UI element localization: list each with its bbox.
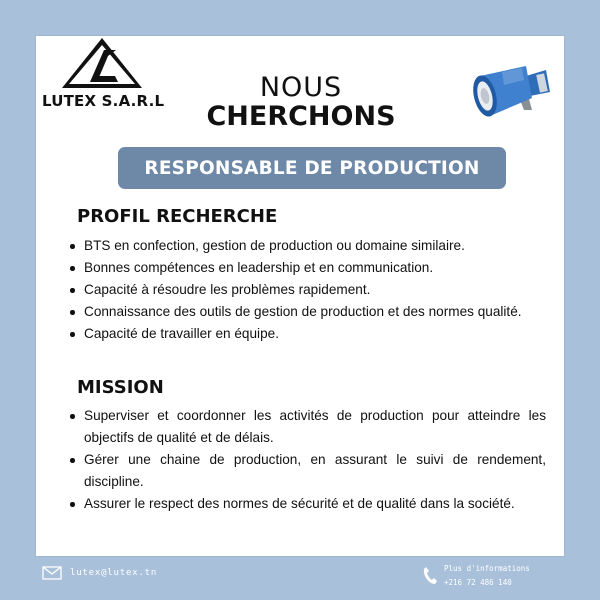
mission-item: Superviser et coordonner les activités de production pour atteindre les objectifs de qualité et de délais. — [68, 405, 546, 449]
profile-item: Capacité de travailler en équipe. — [68, 323, 546, 345]
mission-item: Assurer le respect des normes de sécurité et de qualité dans la société. — [68, 493, 546, 515]
profile-list — [68, 235, 546, 345]
logo-triangle-icon — [60, 36, 144, 92]
profile-item: BTS en confection, gestion de production ou domaine similaire. — [68, 235, 546, 257]
phone-label: Plus d'informations — [444, 564, 530, 573]
profile-item: Bonnes compétences en leadership et en communication. — [68, 257, 546, 279]
email-text: lutex@lutex.tn — [70, 568, 158, 578]
headline-line1: NOUS — [259, 72, 343, 103]
footer-email[interactable] — [42, 566, 157, 580]
position-banner: RESPONSABLE DE PRODUCTION — [118, 147, 506, 189]
mission-item: Gérer une chaine de production, en assurant le suivi de rendement, discipline. — [68, 449, 546, 493]
phone-icon — [422, 566, 438, 586]
profile-item: Connaissance des outils de gestion de production et des normes qualité. — [68, 301, 546, 323]
mission-title: MISSION — [77, 377, 164, 398]
company-name: LUTEX S.A.R.L — [42, 92, 165, 110]
headline — [186, 74, 416, 132]
profile-item: Capacité à résoudre les problèmes rapidement. — [68, 279, 546, 301]
profile-title: PROFIL RECHERCHE — [77, 206, 278, 227]
mail-icon — [42, 566, 62, 580]
job-poster-card — [36, 36, 564, 556]
phone-number: +216 72 486 140 — [444, 578, 512, 587]
mission-list — [68, 405, 546, 515]
company-logo — [40, 36, 166, 116]
megaphone-icon — [466, 58, 558, 133]
footer-phone[interactable] — [422, 562, 582, 592]
headline-line2: CHERCHONS — [206, 101, 396, 132]
